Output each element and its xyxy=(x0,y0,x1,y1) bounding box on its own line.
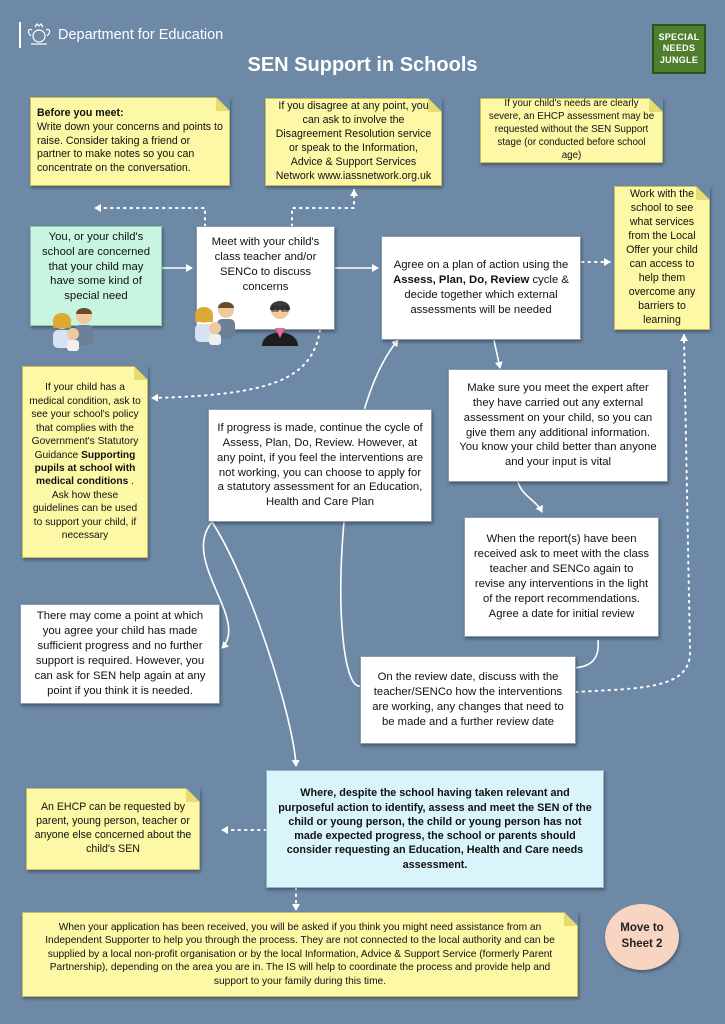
step-progress-cycle xyxy=(208,409,432,522)
step-meet-expert-text: Make sure you meet the expert after they have carried out any external assessment on your child, so you can give them any additional information. You know your child better than anyone and your input is vital xyxy=(459,381,657,469)
step-despite-action xyxy=(266,770,604,888)
logo-line-2: NEEDS xyxy=(662,43,696,54)
note-ehcp-request-text: An EHCP can be requested by parent, young person, teacher or anyone else concerned about the child's SEN xyxy=(34,801,192,855)
logo-line-1: SPECIAL xyxy=(658,32,700,43)
step-concerned-text: You, or your child's school are concerned that your child may have some kind of special need xyxy=(41,230,150,303)
step-meet-teacher-text: Meet with your child's class teacher and/or SENCo to discuss concerns xyxy=(211,236,320,293)
note-ehcp-request xyxy=(26,788,200,870)
step-sufficient-progress-text: There may come a point at which you agree your child has made sufficient progress and no further support is required. However, you can ask for SEN help again at any point if you think it is needed. xyxy=(34,610,206,697)
step-reports-received-text: When the report(s) have been received ask to meet with the class teacher and SENCo again to revise any interventions in the light of the report recommendations. Agree a date for initial review xyxy=(473,533,650,620)
department-name: Department for Education xyxy=(58,27,224,43)
note-before-you-meet-body: Write down your concerns and points to raise. Consider taking a friend or partner to make notes so you can concentrate on the conversation. xyxy=(37,120,223,175)
note-medical-guidance-title: Supporting pupils at school with medical conditions xyxy=(34,449,136,488)
step-progress-cycle-text: If progress is made, continue the cycle of Assess, Plan, Do, Review. However, at any point, if you feel the interventions are not working, you can choose to apply for a statutory assessment for an Education, Health and Care Plan xyxy=(217,421,423,509)
header-divider xyxy=(19,22,21,48)
step-agree-plan xyxy=(381,236,581,340)
step-agree-text-after: cycle & decide together which external assessments will be needed xyxy=(404,274,569,316)
move-to-sheet-2-label: Move to Sheet 2 xyxy=(620,922,664,950)
note-before-you-meet-heading: Before you meet: xyxy=(37,106,124,119)
family-icon xyxy=(44,304,106,352)
step-meet-expert xyxy=(448,369,668,482)
note-ehcp-severe-text: If your child's needs are clearly severe, an EHCP assessment may be requested without the SEN Support stage (or conducted before school age) xyxy=(488,98,655,161)
dotted-to-disagree xyxy=(292,190,354,226)
step-reports-received xyxy=(464,517,659,637)
step-agree-cycle-name: Assess, Plan, Do, Review xyxy=(393,274,530,287)
note-ehcp-severe xyxy=(480,98,663,163)
special-needs-jungle-logo xyxy=(652,24,706,74)
royal-crest-icon xyxy=(25,22,53,48)
note-independent-supporter xyxy=(22,912,578,997)
note-medical-text-after: . Ask how these guidelines can be used to support your child, if necessary xyxy=(32,476,138,542)
note-before-you-meet xyxy=(30,97,230,186)
step-despite-action-text: Where, despite the school having taken relevant and purposeful action to identify, assess and meet the SEN of the child or young person, the child or young person has not made expected progress, the school or parents should consider requesting an Education, Health and Care needs assessment. xyxy=(278,787,592,871)
page-title: SEN Support in Schools xyxy=(247,54,478,76)
note-local-offer-text: Work with the school to see what services from the Local Offer your child can access to help them overcome any barriers to learning xyxy=(626,188,698,326)
note-disagree-text: If you disagree at any point, you can ask to involve the Disagreement Resolution service or speak to the Information, Advice & Support Services Network www.iassnetwork.org.uk xyxy=(275,100,432,182)
arrow-expert-to-reports xyxy=(518,482,542,512)
note-medical-text-before: If your child has a medical condition, ask to see your school's policy that complies with the Government's Statutory Guidance xyxy=(29,382,141,461)
note-independent-supporter-text: When your application has been received, you will be asked if you think you might need assistance from an Independent Supporter to help you through the process. They are not connected to the local authority and can be supplied by a local non-profit organisation or by the local Information, Advice & Support Service (formerly Parent Partnership), depending on the area you are in. The IS will help to coordinate the process and provide help and support to your family during this time. xyxy=(45,921,555,987)
note-disagree xyxy=(265,98,442,186)
arrow-agree-to-expert xyxy=(494,340,500,368)
family-and-teacher-icon xyxy=(186,298,310,346)
step-agree-text-before: Agree on a plan of action using the xyxy=(393,259,569,272)
move-to-sheet-2-button[interactable] xyxy=(605,904,679,970)
note-medical-condition xyxy=(22,366,148,558)
header xyxy=(0,0,725,90)
note-local-offer xyxy=(614,186,710,330)
logo-line-3: JUNGLE xyxy=(659,54,699,65)
step-sufficient-progress xyxy=(20,604,220,704)
step-review-date xyxy=(360,656,576,744)
step-review-date-text: On the review date, discuss with the teacher/SENCo how the interventions are working, any changes that need to be made and a further review date xyxy=(372,671,564,728)
dotted-to-before-meet xyxy=(95,208,205,226)
